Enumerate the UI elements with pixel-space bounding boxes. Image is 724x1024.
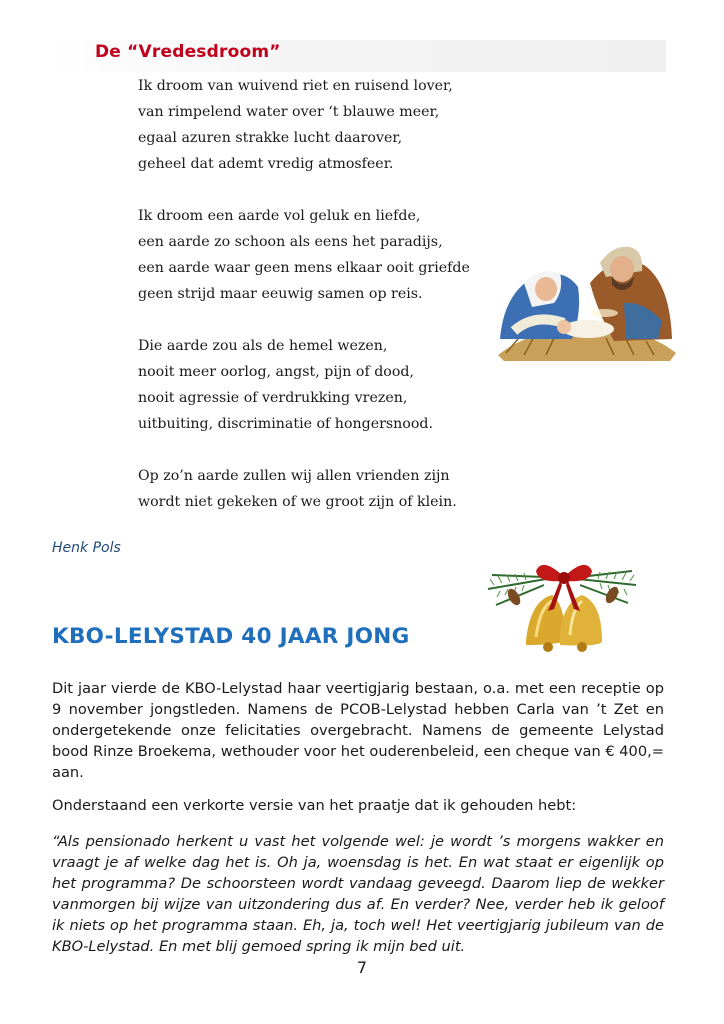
poem — [138, 73, 498, 541]
poem-stanza-2 — [138, 203, 498, 307]
poem-line: Op zo’n aarde zullen wij allen vrienden zijn — [138, 468, 450, 484]
poem-stanza-1 — [138, 73, 498, 177]
christmas-bells-illustration — [486, 545, 638, 655]
article-paragraph-3-quote: “Als pensionado herkent u vast het volgende wel: je wordt ’s morgens wakker en vraagt je af welke dag het is. Oh ja, woensdag is het. En wat staat er eigenlijk op het programma? De schoorsteen wordt vandaag geveegd. Daarom liep de wekker vanmorgen bij wijze van uitzondering dus af. En verder? Nee, verder heb ik geloof ik niets op het programma staan. Eh, ja, toch wel! Het veertigjarig jubileum van de KBO-Lelystad. En met blij gemoed spring ik mijn bed uit. — [52, 833, 664, 955]
poem-line: geheel dat ademt vredig atmosfeer. — [138, 156, 394, 172]
article-heading: KBO-LELYSTAD 40 JAAR JONG — [52, 624, 410, 649]
article-paragraph-2: Onderstaand een verkorte versie van het praatje dat ik gehouden hebt: — [52, 797, 577, 814]
poem-line: Ik droom een aarde vol geluk en liefde, — [138, 208, 421, 224]
poem-line: uitbuiting, discriminatie of hongersnood. — [138, 416, 433, 432]
poem-line: wordt niet gekeken of we groot zijn of klein. — [138, 494, 457, 510]
poem-line: een aarde waar geen mens elkaar ooit griefde — [138, 260, 470, 276]
poem-stanza-4 — [138, 463, 498, 515]
poem-line: egaal azuren strakke lucht daarover, — [138, 130, 403, 146]
nativity-scene-illustration — [494, 243, 678, 363]
poem-line: nooit meer oorlog, angst, pijn of dood, — [138, 364, 414, 380]
poem-line: van rimpelend water over ‘t blauwe meer, — [138, 104, 440, 120]
poem-line: geen strijd maar eeuwig samen op reis. — [138, 286, 423, 302]
poem-line: Die aarde zou als de hemel wezen, — [138, 338, 388, 354]
poem-line: Ik droom van wuivend riet en ruisend lover, — [138, 78, 453, 94]
poem-line: een aarde zo schoon als eens het paradijs, — [138, 234, 443, 250]
poem-title: De “Vredesdroom” — [95, 42, 281, 62]
poem-line: nooit agressie of verdrukking vrezen, — [138, 390, 408, 406]
article-paragraph-1: Dit jaar vierde de KBO-Lelystad haar veertigjarig bestaan, o.a. met een receptie op 9 november jongstleden. Namens de PCOB-Lelystad hebben Carla van ’t Zet en ondergetekende onze felicitaties overgebracht. Namens de gemeente Lelystad bood Rinze Broekema, wethouder voor het ouderenbeleid, een cheque van € 400,= aan. — [52, 680, 664, 781]
poem-stanza-3 — [138, 333, 498, 437]
page-number: 7 — [356, 958, 368, 977]
poem-author: Henk Pols — [52, 540, 121, 556]
